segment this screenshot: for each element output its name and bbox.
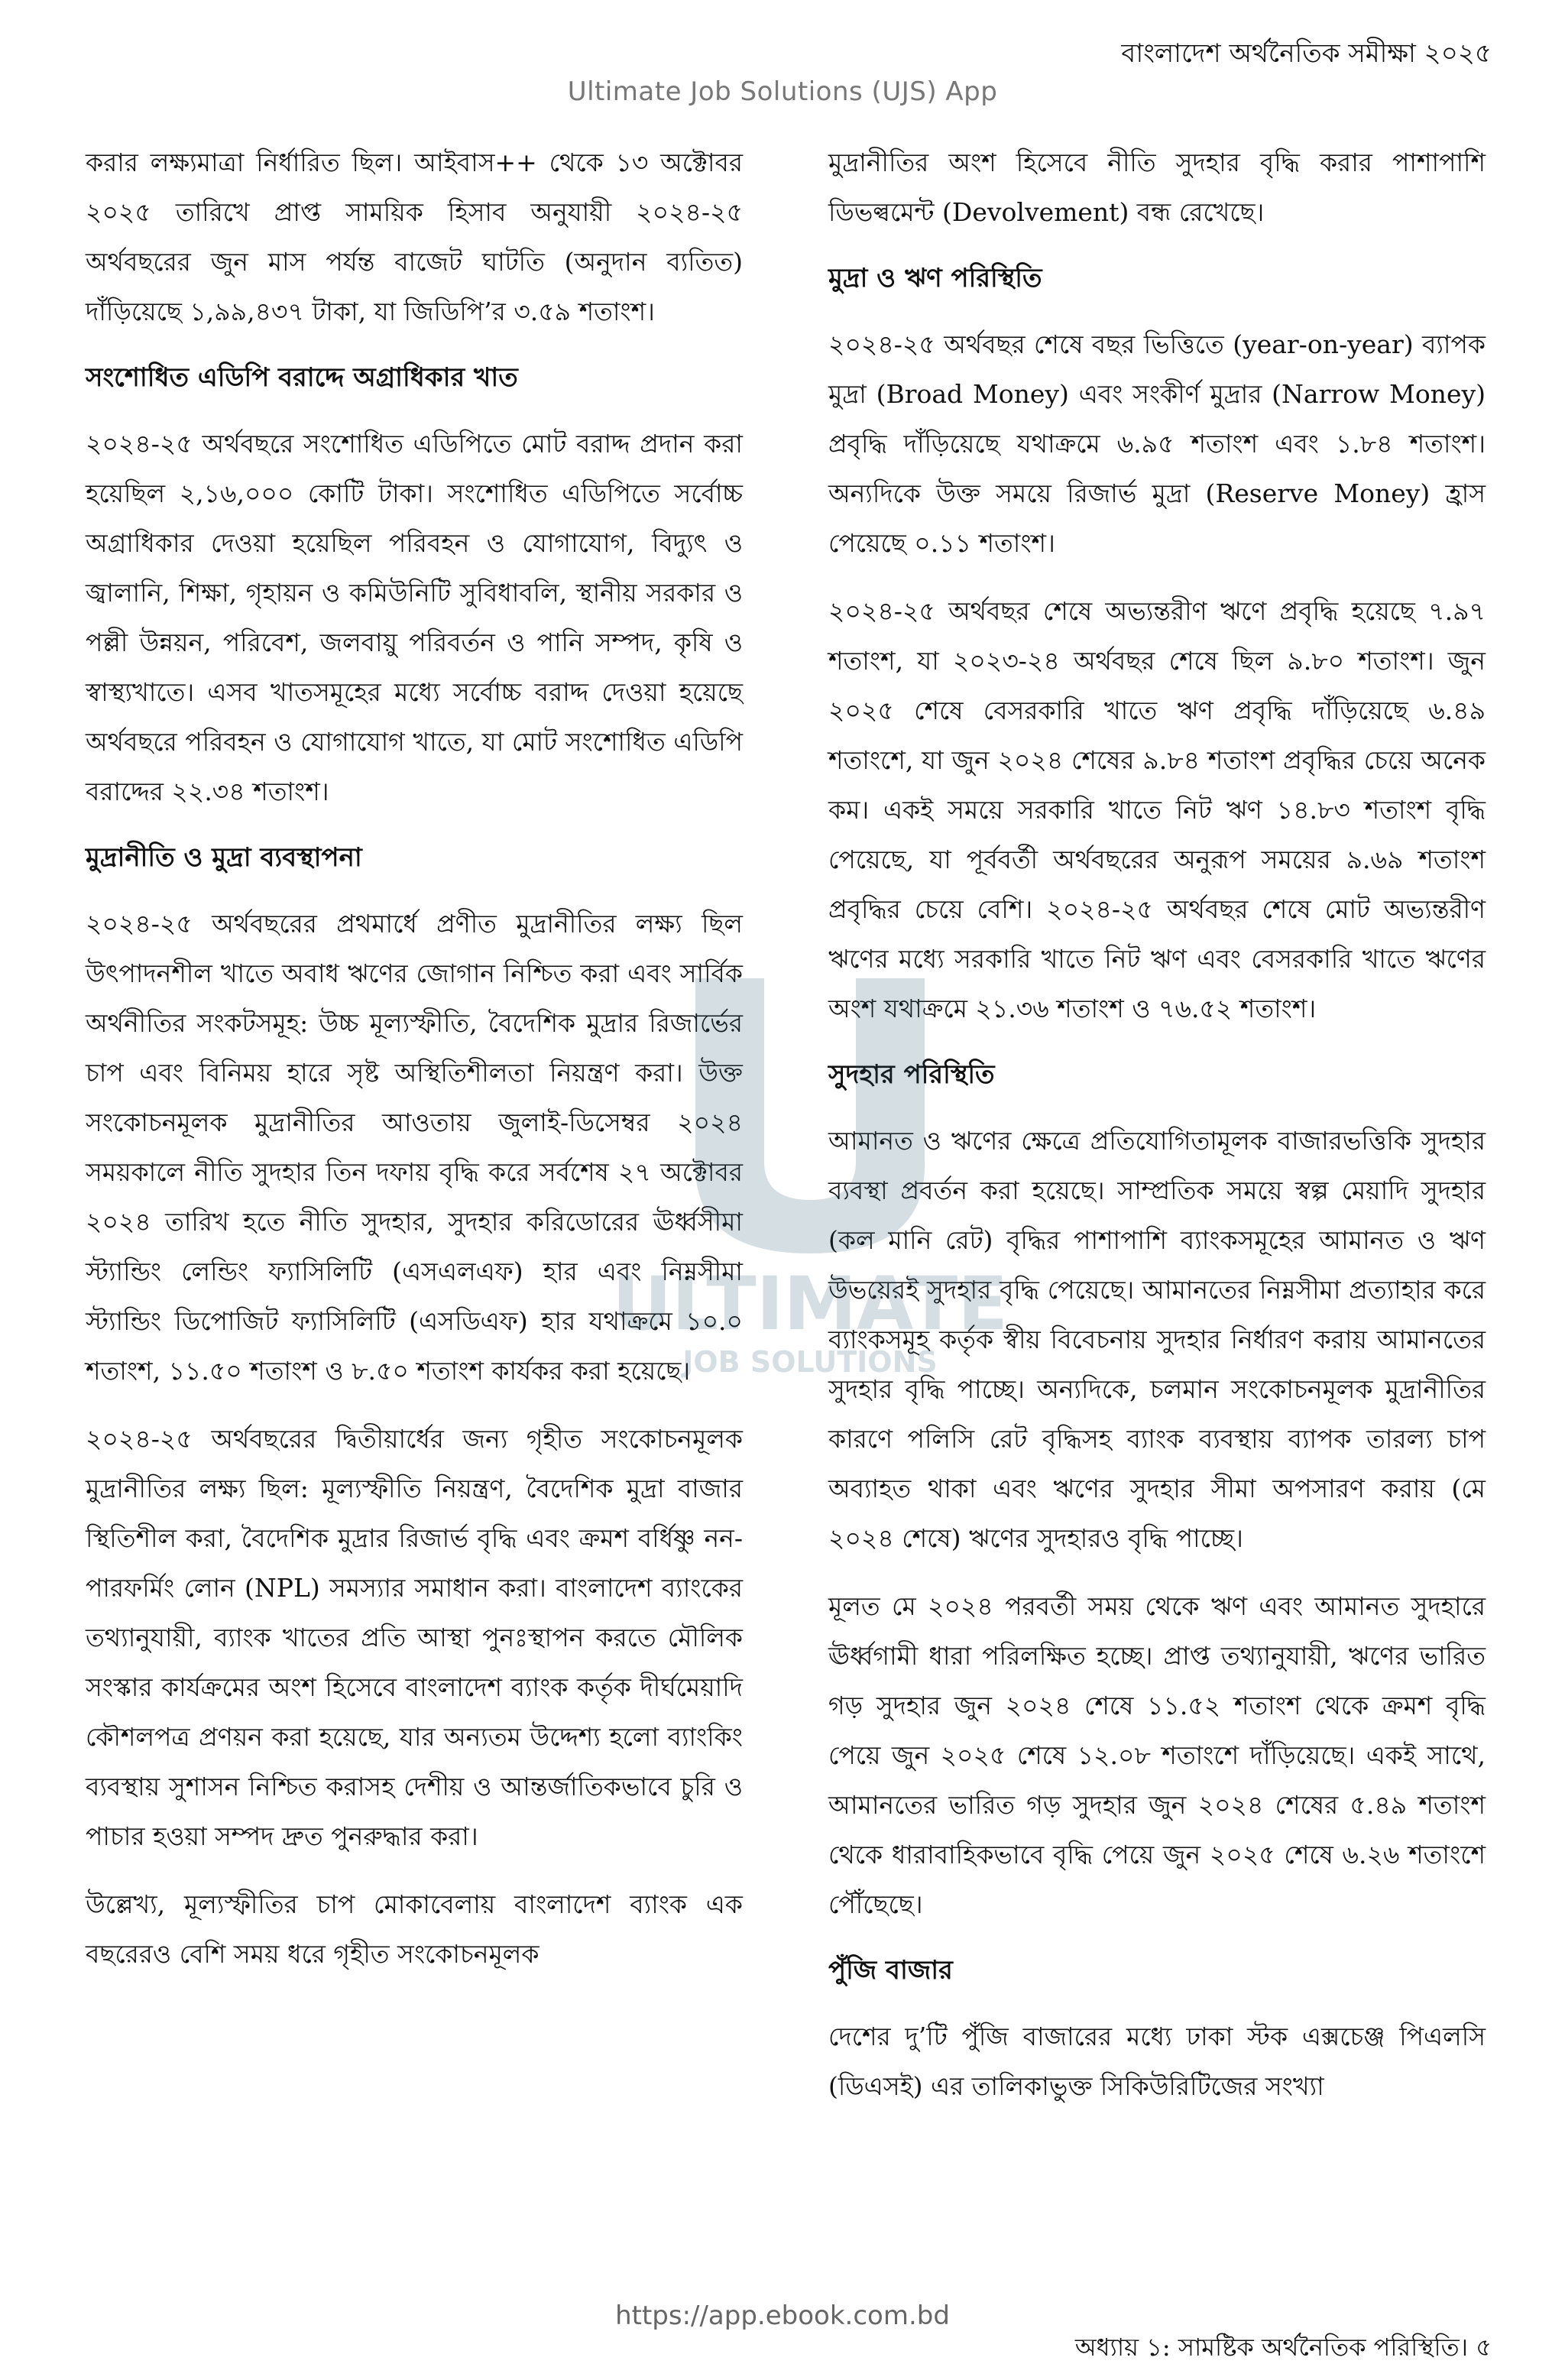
paragraph: আমানত ও ঋণের ক্ষেত্রে প্রতিযোগিতামূলক বাজারভত্তিকি সুদহার ব্যবস্থা প্রবর্তন করা হয়েছে। সাম্প্রতিক সময়ে স্বল্প মেয়াদি সুদহার (কল মানি রেট) বৃদ্ধির পাশাপাশি ব্যাংকসমূহের আমানত ও ঋণ উভয়েরই সুদহার বৃদ্ধি পেয়েছে। আমানতের নিম্নসীমা প্রত্যাহার করে ব্যাংকসমূহ কর্তৃক স্বীয় বিবেচনায় সুদহার নির্ধারণ করায় আমানতের সুদহার বৃদ্ধি পাচ্ছে। অন্যদিকে, চলমান সংকোচনমূলক মুদ্রানীতির কারণে পলিসি রেট বৃদ্ধিসহ ব্যাংক ব্যবস্থায় ব্যাপক তারল্য চাপ অব্যাহত থাকা এবং ঋণের সুদহার সীমা অপসারণ করায় (মে ২০২৪ শেষে) ঋণের সুদহারও বৃদ্ধি পাচ্ছে। <box>828 1126 1486 1553</box>
watermark-subtitle: JOB SOLUTIONS <box>682 1345 938 1379</box>
section-heading: মুদ্রানীতি ও মুদ্রা ব্যবস্থাপনা <box>86 842 362 873</box>
running-header-title: বাংলাদেশ অর্থনৈতিক সমীক্ষা ২০২৫ <box>1121 38 1492 69</box>
app-banner: Ultimate Job Solutions (UJS) App <box>567 76 998 107</box>
footer-chapter-page: অধ্যায় ১: সামষ্টিক অর্থনৈতিক পরিস্থিতি। ৫ <box>1074 2333 1492 2362</box>
paragraph: মুদ্রানীতির অংশ হিসেবে নীতি সুদহার বৃদ্ধি করার পাশাপাশি ডিভল্বমেন্ট (Devolvement) বন্ধ রেখেছে। <box>828 148 1486 227</box>
paragraph: ২০২৪-২৫ অর্থবছর শেষে অভ্যন্তরীণ ঋণে প্রবৃদ্ধি হয়েছে ৭.৯৭ শতাংশ, যা ২০২৩-২৪ অর্থবছর শেষে ছিল ৯.৮০ শতাংশ। জুন ২০২৫ শেষে বেসরকারি খাতে ঋণ প্রবৃদ্ধি দাঁড়িয়েছে ৬.৪৯ শতাংশে, যা জুন ২০২৪ শেষের ৯.৮৪ শতাংশ প্রবৃদ্ধির চেয়ে অনেক কম। একই সময়ে সরকারি খাতে নিট ঋণ ১৪.৮৩ শতাংশ বৃদ্ধি পেয়েছে, যা পূর্ববর্তী অর্থবছরের অনুরূপ সময়ের ৯.৬৯ শতাংশ প্রবৃদ্ধির চেয়ে বেশি। ২০২৪-২৫ অর্থবছর শেষে মোট অভ্যন্তরীণ ঋণের মধ্যে সরকারি খাতে নিট ঋণ এবং বেসরকারি খাতে ঋণের অংশ যথাক্রমে ২১.৩৬ শতাংশ ও ৭৬.৫২ শতাংশ। <box>828 596 1486 1023</box>
paragraph: করার লক্ষ্যমাত্রা নির্ধারিত ছিল। আইবাস++ থেকে ১৩ অক্টোবর ২০২৫ তারিখে প্রাপ্ত সাময়িক হিসাব অনুযায়ী ২০২৪-২৫ অর্থবছরের জুন মাস পর্যন্ত বাজেট ঘাটতি (অনুদান ব্যতিত) দাঁড়িয়েছে ১,৯৯,৪৩৭ টাকা, যা জিডিপি’র ৩.৫৯ শতাংশ। <box>86 148 743 326</box>
section-heading: পুঁজি বাজার <box>828 1955 953 1986</box>
paragraph: মূলত মে ২০২৪ পরবর্তী সময় থেকে ঋণ এবং আমানত সুদহারে ঊর্ধ্বগামী ধারা পরিলক্ষিত হচ্ছে। প্রাপ্ত তথ্যানুযায়ী, ঋণের ভারিত গড় সুদহার জুন ২০২৪ শেষে ১১.৫২ শতাংশ থেকে ক্রমশ বৃদ্ধি পেয়ে জুন ২০২৫ শেষে ১২.০৮ শতাংশে দাঁড়িয়েছে। একই সাথে, আমানতের ভারিত গড় সুদহার জুন ২০২৪ শেষের ৫.৪৯ শতাংশ থেকে ধারাবাহিকভাবে বৃদ্ধি পেয়ে জুন ২০২৫ শেষে ৬.২৬ শতাংশে পৌঁছেছে। <box>828 1591 1486 1919</box>
watermark-title: ULTIMATE <box>612 1261 1008 1347</box>
paragraph: ২০২৪-২৫ অর্থবছরের দ্বিতীয়ার্ধের জন্য গৃহীত সংকোচনমূলক মুদ্রানীতির লক্ষ্য ছিল: মূল্যস্ফীতি নিয়ন্ত্রণ, বৈদেশিক মুদ্রা বাজার স্থিতিশীল করা, বৈদেশিক মুদ্রার রিজার্ভ বৃদ্ধি এবং ক্রমশ বর্ধিষ্ণু নন-পারফর্মিং লোন (NPL) সমস্যার সমাধান করা। বাংলাদেশ ব্যাংকের তথ্যানুযায়ী, ব্যাংক খাতের প্রতি আস্থা পুনঃস্থাপন করতে মৌলিক সংস্কার কার্যক্রমের অংশ হিসেবে বাংলাদেশ ব্যাংক কর্তৃক দীর্ঘমেয়াদি কৌশলপত্র প্রণয়ন করা হয়েছে, যার অন্যতম উদ্দেশ্য হলো ব্যাংকিং ব্যবস্থায় সুশাসন নিশ্চিত করাসহ দেশীয় ও আন্তর্জাতিকভাবে চুরি ও পাচার হওয়া সম্পদ দ্রুত পুনরুদ্ধার করা। <box>86 1424 743 1851</box>
left-column <box>86 138 743 1997</box>
paragraph: দেশের দু’টি পুঁজি বাজারের মধ্যে ঢাকা স্টক এক্সচেঞ্জ পিএলসি (ডিএসই) এর তালিকাভুক্ত সিকিউরিটিজের সংখ্যা <box>828 2022 1486 2101</box>
right-column <box>828 138 1486 2129</box>
section-heading: সংশোধিত এডিপি বরাদ্দে অগ্রাধিকার খাত <box>86 362 518 393</box>
paragraph: ২০২৪-২৫ অর্থবছর শেষে বছর ভিত্তিতে (year-on-year) ব্যাপক মুদ্রা (Broad Money) এবং সংকীর্ণ মুদ্রার (Narrow Money) প্রবৃদ্ধি দাঁড়িয়েছে যথাক্রমে ৬.৯৫ শতাংশ এবং ১.৮৪ শতাংশ। অন্যদিকে উক্ত সময়ে রিজার্ভ মুদ্রা (Reserve Money) হ্রাস পেয়েছে ০.১১ শতাংশ। <box>828 329 1486 558</box>
paragraph: ২০২৪-২৫ অর্থবছরের প্রথমার্ধে প্রণীত মুদ্রানীতির লক্ষ্য ছিল উৎপাদনশীল খাতে অবাধ ঋণের জোগান নিশ্চিত করা এবং সার্বিক অর্থনীতির সংকটসমূহ: উচ্চ মূল্যস্ফীতি, বৈদেশিক মুদ্রার রিজার্ভের চাপ এবং বিনিময় হারে সৃষ্ট অস্থিতিশীলতা নিয়ন্ত্রণ করা। উক্ত সংকোচনমূলক মুদ্রানীতির আওতায় জুলাই-ডিসেম্বর ২০২৪ সময়কালে নীতি সুদহার তিন দফায় বৃদ্ধি করে সর্বশেষ ২৭ অক্টোবর ২০২৪ তারিখ হতে নীতি সুদহার, সুদহার করিডোরের ঊর্ধ্বসীমা স্ট্যান্ডিং লেন্ডিং ফ্যাসিলিটি (এসএলএফ) হার এবং নিম্নসীমা স্ট্যান্ডিং ডিপোজিট ফ্যাসিলিটি (এসডিএফ) হার যথাক্রমে ১০.০ শতাংশ, ১১.৫০ শতাংশ ও ৮.৫০ শতাংশ কার্যকর করা হয়েছে। <box>86 909 743 1386</box>
footer-url: https://app.ebook.com.bd <box>615 2301 950 2331</box>
section-heading: সুদহার পরিস্থিতি <box>828 1059 995 1090</box>
section-heading: মুদ্রা ও ঋণ পরিস্থিতি <box>828 263 1042 293</box>
paragraph: ২০২৪-২৫ অর্থবছরে সংশোধিত এডিপিতে মোট বরাদ্দ প্রদান করা হয়েছিল ২,১৬,০০০ কোটি টাকা। সংশোধিত এডিপিতে সর্বোচ্চ অগ্রাধিকার দেওয়া হয়েছিল পরিবহন ও যোগাযোগ, বিদ্যুৎ ও জ্বালানি, শিক্ষা, গৃহায়ন ও কমিউনিটি সুবিধাবলি, স্থানীয় সরকার ও পল্লী উন্নয়ন, পরিবেশ, জলবায়ু পরিবর্তন ও পানি সম্পদ, কৃষি ও স্বাস্থ্যখাতে। এসব খাতসমূহের মধ্যে সর্বোচ্চ বরাদ্দ দেওয়া হয়েছে অর্থবছরে পরিবহন ও যোগাযোগ খাতে, যা মোট সংশোধিত এডিপি বরাদ্দের ২২.৩৪ শতাংশ। <box>86 429 743 806</box>
paragraph: উল্লেখ্য, মূল্যস্ফীতির চাপ মোকাবেলায় বাংলাদেশ ব্যাংক এক বছরেরও বেশি সময় ধরে গৃহীত সংকোচনমূলক <box>86 1889 743 1969</box>
